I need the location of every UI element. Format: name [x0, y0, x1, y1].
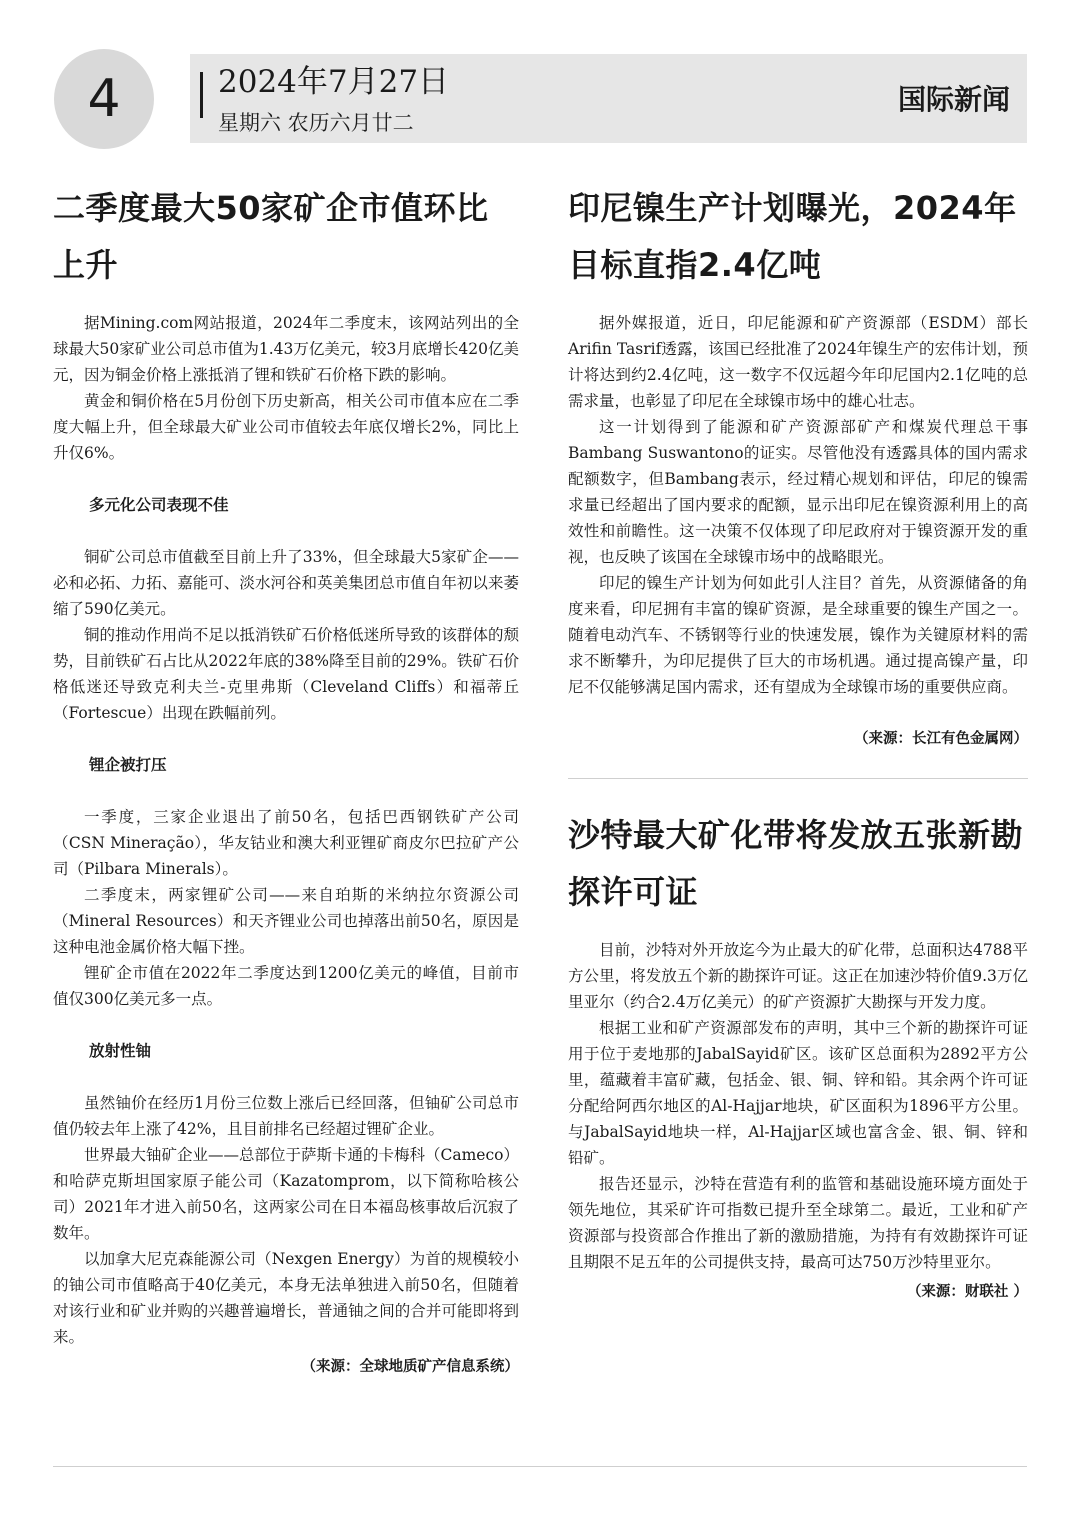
- article-headline: 二季度最大50家矿企市值环比上升: [53, 189, 489, 284]
- article-body: [568, 937, 1028, 1275]
- article-paragraph: 根据工业和矿产资源部发布的声明，其中三个新的勘探许可证用于位于麦地那的JabalSayid矿区。该矿区总面积为2892平方公里，蕴藏着丰富矿藏，包括金、银、铜、锌和铅。其余两个许可证分配给阿西尔地区的Al-Hajjar地块，矿区面积为1896平方公里。与JabalSayid地块一样，Al-Hajjar区域也富含金、银、铜、锌和铅矿。: [568, 1019, 1028, 1167]
- article-headline: 沙特最大矿化带将发放五张新勘探许可证: [568, 816, 1024, 911]
- article-paragraph: 虽然铀价在经历1月份三位数上涨后已经回落，但铀矿公司总市值仍较去年上涨了42%，且目前排名已经超过锂矿企业。: [53, 1094, 519, 1138]
- article-top-50-miners: [53, 180, 519, 1380]
- article-subheading: 锂企被打压: [89, 755, 167, 774]
- article-subheading: 放射性铀: [89, 1041, 152, 1060]
- article-saudi-mining: [568, 807, 1028, 1305]
- article-source: （来源：财联社 ）: [906, 1283, 1028, 1300]
- article-paragraph: 据外媒报道，近日，印尼能源和矿产资源部（ESDM）部长Arifin Tasrif透露，该国已经批准了2024年镍生产的宏伟计划，预计将达到约2.4亿吨，这一数字不仅远超今年印尼国内2.1亿吨的总需求量，也彰显了印尼在全球镍市场中的雄心壮志。: [568, 314, 1028, 410]
- footer-rule: [53, 1466, 1027, 1467]
- article-paragraph: 报告还显示，沙特在营造有利的监管和基础设施环境方面处于领先地位，其采矿许可指数已提升至全球第二。最近，工业和矿产资源部与投资部合作推出了新的激励措施，为持有有效勘探许可证且期限不足五年的公司提供支持，最高可达750万沙特里亚尔。: [568, 1175, 1028, 1271]
- article-paragraph: 铜矿公司总市值截至目前上升了33%，但全球最大5家矿企——必和必拓、力拓、嘉能可、淡水河谷和英美集团总市值自年初以来萎缩了590亿美元。: [53, 548, 519, 618]
- page-number-badge: [54, 49, 154, 149]
- issue-date: 2024年7月27日: [218, 64, 450, 100]
- article-indonesia-nickel: [568, 180, 1028, 752]
- article-source: （来源：全球地质矿产信息系统）: [301, 1358, 519, 1375]
- article-body: [53, 310, 519, 1350]
- page-number: 4: [87, 69, 121, 129]
- article-paragraph: 二季度末，两家锂矿公司——来自珀斯的米纳拉尔资源公司（Mineral Resources）和天齐锂业公司也掉落出前50名，原因是这种电池金属价格大幅下挫。: [53, 886, 519, 956]
- article-paragraph: 这一计划得到了能源和矿产资源部矿产和煤炭代理总干事Bambang Suswantono的证实。尽管他没有透露具体的国内需求配额数字，但Bambang表示，经过精心规划和评估，印尼的镍需求量已经超出了国内要求的配额，显示出印尼在镍资源利用上的高效性和前瞻性。这一决策不仅体现了印尼政府对于镍资源开发的重视，也反映了该国在全球镍市场中的战略眼光。: [568, 418, 1028, 566]
- headline-spacer: [568, 294, 1028, 310]
- headline-spacer: [53, 294, 519, 310]
- left-column: [53, 180, 519, 1380]
- right-column: [568, 180, 1028, 1305]
- header-divider: [200, 72, 203, 118]
- article-paragraph: 锂矿企市值在2022年二季度达到1200亿美元的峰值，目前市值仅300亿美元多一点。: [53, 964, 519, 1008]
- article-paragraph: 铜的推动作用尚不足以抵消铁矿石价格低迷所导致的该群体的颓势，目前铁矿石占比从2022年底的38%降至目前的29%。铁矿石价格低迷还导致克利夫兰-克里弗斯（Cleveland Cliffs）和福蒂丘（Fortescue）出现在跌幅前列。: [53, 626, 519, 722]
- article-subheading: 多元化公司表现不佳: [89, 495, 229, 514]
- article-divider: [568, 778, 1028, 779]
- section-title: 国际新闻: [897, 83, 1010, 116]
- article-paragraph: 印尼的镍生产计划为何如此引人注目？首先，从资源储备的角度来看，印尼拥有丰富的镍矿资源，是全球重要的镍生产国之一。随着电动汽车、不锈钢等行业的快速发展，镍作为关键原材料的需求不断攀升，为印尼提供了巨大的市场机遇。通过提高镍产量，印尼不仅能够满足国内需求，还有望成为全球镍市场的重要供应商。: [568, 574, 1028, 696]
- article-headline: 印尼镍生产计划曝光，2024年目标直指2.4亿吨: [568, 189, 1017, 284]
- article-paragraph: 黄金和铜价格在5月份创下历史新高，相关公司市值本应在二季度大幅上升，但全球最大矿业公司市值较去年底仅增长2%，同比上升仅6%。: [53, 392, 519, 462]
- article-body: [568, 310, 1028, 700]
- article-paragraph: 一季度，三家企业退出了前50名，包括巴西钢铁矿产公司（CSN Mineração），华友钴业和澳大利亚锂矿商皮尔巴拉矿产公司（Pilbara Minerals）。: [53, 808, 519, 878]
- article-paragraph: 目前，沙特对外开放迄今为止最大的矿化带，总面积达4788平方公里，将发放五个新的勘探许可证。这正在加速沙特价值9.3万亿里亚尔（约合2.4万亿美元）的矿产资源扩大勘探与开发力度。: [568, 941, 1028, 1011]
- issue-weekday-lunar: 星期六 农历六月廿二: [218, 111, 414, 135]
- article-paragraph: 世界最大铀矿企业——总部位于萨斯卡通的卡梅科（Cameco）和哈萨克斯坦国家原子能公司（Kazatomprom，以下简称哈核公司）2021年才进入前50名，这两家公司在日本福岛核事故后沉寂了数年。: [53, 1146, 519, 1242]
- article-source: （来源：长江有色金属网）: [854, 730, 1028, 747]
- article-paragraph: 以加拿大尼克森能源公司（Nexgen Energy）为首的规模较小的铀公司市值略高于40亿美元，本身无法单独进入前50名，但随着对该行业和矿业并购的兴趣普遍增长，普通铀之间的合并可能即将到来。: [53, 1250, 519, 1346]
- headline-spacer: [568, 921, 1028, 937]
- article-paragraph: 据Mining.com网站报道，2024年二季度末，该网站列出的全球最大50家矿业公司总市值为1.43万亿美元，较3月底增长420亿美元，因为铜金价格上涨抵消了锂和铁矿石价格下跌的影响。: [53, 314, 519, 384]
